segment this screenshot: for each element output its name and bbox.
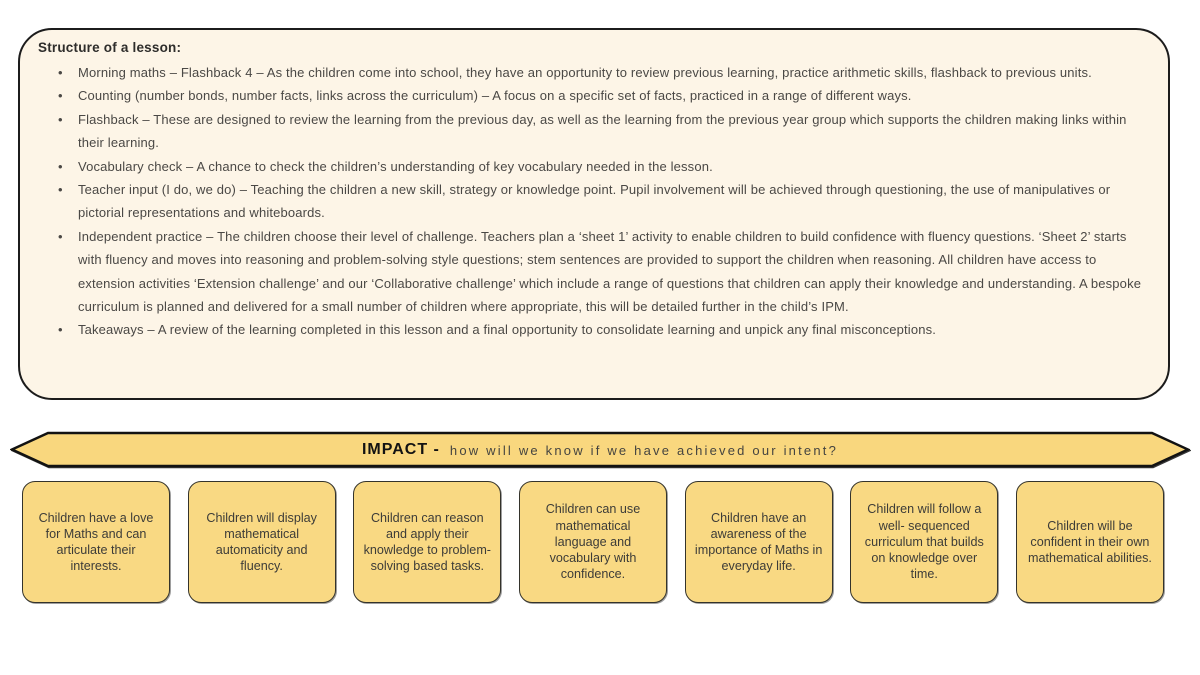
lesson-structure-panel: [18, 28, 1170, 400]
lesson-bullet-list: [38, 61, 1142, 342]
lesson-bullet: • Vocabulary check – A chance to check the children’s understanding of key vocabulary needed in the lesson.: [38, 155, 1142, 178]
impact-card-text: Children have an awareness of the importance of Maths in everyday life.: [694, 510, 823, 574]
impact-card: [685, 481, 833, 603]
impact-card-text: Children will be confident in their own mathematical abilities.: [1027, 518, 1152, 566]
panel-title: Structure of a lesson:: [38, 40, 182, 55]
impact-question: how will we know if we have achieved our intent?: [449, 442, 839, 458]
impact-card: [188, 481, 336, 603]
impact-card: [1016, 481, 1164, 603]
lesson-bullet: • Teacher input (I do, we do) – Teaching the children a new skill, strategy or knowledge point. Pupil involvement will be achieved through questioning, the use of manipulatives or pictorial representations and whiteboards.: [38, 178, 1142, 225]
impact-card-text: Children can use mathematical language and vocabulary with confidence.: [545, 502, 641, 582]
impact-label: IMPACT -: [361, 440, 440, 458]
impact-cards-row: [22, 481, 1164, 603]
lesson-bullet: • Flashback – These are designed to review the learning from the previous day, as well as the learning from the previous year group which supports the children making links within their learning.: [38, 108, 1142, 155]
impact-banner-text: [10, 431, 1190, 468]
impact-card-text: Children can reason and apply their knowledge to problem-solving based tasks.: [363, 510, 492, 574]
lesson-bullet: • Morning maths – Flashback 4 – As the children come into school, they have an opportunity to review previous learning, practice arithmetic skills, flashback to previous units.: [38, 61, 1142, 84]
impact-card-text: Children have a love for Maths and can articulate their interests.: [38, 510, 154, 574]
impact-card-text: Children will display mathematical automaticity and fluency.: [206, 510, 317, 574]
lesson-bullet: • Counting (number bonds, number facts, links across the curriculum) – A focus on a specific set of facts, practiced in a range of different ways.: [38, 84, 1142, 107]
lesson-bullet: • Takeaways – A review of the learning completed in this lesson and a final opportunity to consolidate learning and unpick any final misconceptions.: [38, 318, 1142, 341]
impact-card: [519, 481, 667, 603]
impact-card: [353, 481, 501, 603]
lesson-bullet: • Independent practice – The children choose their level of challenge. Teachers plan a ‘sheet 1’ activity to enable children to build confidence with fluency questions. ‘Sheet 2’ starts with fluency and moves into reasoning and problem-solving style questions; stem sentences are provided to support the children when reasoning. All children have access to extension activities ‘Extension challenge’ and our ‘Collaborative challenge’ which include a range of questions that children can apply their knowledge and understanding. A bespoke curriculum is planned and delivered for a small number of children where appropriate, this will be detailed further in the child’s IPM.: [38, 225, 1142, 319]
impact-card: [850, 481, 998, 603]
impact-card: [22, 481, 170, 603]
impact-banner: [10, 431, 1190, 468]
impact-card-text: Children will follow a well- sequenced curriculum that builds on knowledge over time.: [864, 502, 984, 582]
